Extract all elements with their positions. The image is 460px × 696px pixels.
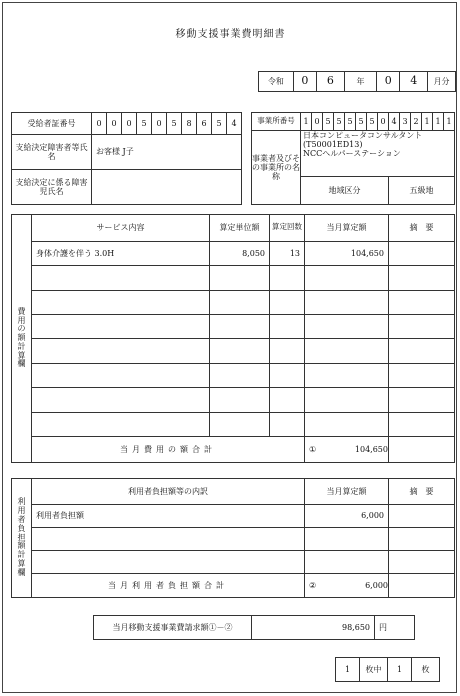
service-note	[389, 290, 455, 314]
service-amount	[305, 388, 389, 412]
office-digit: 1	[433, 113, 444, 131]
office-digit: 5	[323, 113, 334, 131]
month-digit: 0	[377, 72, 400, 92]
burden-row	[12, 551, 455, 574]
burden-side-label: 利 用 者 負 担 額 計 算 欄	[12, 479, 32, 598]
date-box	[258, 71, 456, 92]
office-digit: 1	[444, 113, 455, 131]
service-content	[32, 339, 210, 363]
office-digit: 2	[411, 113, 422, 131]
service-content	[32, 388, 210, 412]
region-label: 地域区分	[301, 177, 389, 205]
service-amount	[305, 314, 389, 338]
service-row	[12, 314, 455, 338]
service-note	[389, 388, 455, 412]
service-count	[270, 388, 305, 412]
service-count	[270, 290, 305, 314]
page-current: 1	[336, 658, 360, 682]
service-count	[270, 339, 305, 363]
service-count: 13	[270, 241, 305, 265]
office-digit: 0	[378, 113, 389, 131]
cert-digit: 5	[137, 113, 152, 135]
provider-name-label: 事業者及びその事業所の名称	[252, 131, 301, 205]
page-of-label: 枚中	[360, 658, 388, 682]
provider-name-value	[301, 131, 455, 177]
burden-content: 利用者負担額	[32, 505, 305, 528]
page-total: 1	[388, 658, 412, 682]
service-side-label: 費 用 の 額 計 算 欄	[12, 215, 32, 463]
service-unit	[210, 412, 270, 436]
service-row	[12, 266, 455, 290]
cert-digit: 0	[92, 113, 107, 135]
office-digit: 5	[367, 113, 378, 131]
total-mark: ①	[309, 445, 317, 455]
column-header: 当月算定額	[305, 215, 389, 242]
provider-line: NCCヘルパーステーション	[303, 149, 401, 159]
cert-digit: 4	[227, 113, 242, 135]
office-digit: 5	[334, 113, 345, 131]
service-row	[12, 412, 455, 436]
service-amount: 104,650	[305, 241, 389, 265]
month-label: 月分	[428, 72, 456, 92]
service-unit	[210, 388, 270, 412]
service-note	[389, 339, 455, 363]
office-digit: 0	[312, 113, 323, 131]
office-digit: 4	[389, 113, 400, 131]
burden-content	[32, 551, 305, 574]
service-total-cell	[305, 437, 389, 463]
statement-sheet	[2, 2, 457, 693]
person-name-value: お客様 J子	[92, 135, 242, 170]
provider-line: (T50001ED13)	[303, 140, 363, 150]
burden-amount	[305, 528, 389, 551]
column-header: 当月算定額	[305, 479, 389, 505]
service-count	[270, 266, 305, 290]
cert-digit: 8	[182, 113, 197, 135]
cert-digit: 5	[212, 113, 227, 135]
provider-line: 日本コンピュータコンサルタント	[303, 131, 423, 140]
burden-total-row	[12, 574, 455, 598]
service-content	[32, 314, 210, 338]
column-header: 算定単位額	[210, 215, 270, 242]
service-content: 身体介護を伴う 3.0H	[32, 241, 210, 265]
column-header: 利用者負担額等の内訳	[32, 479, 305, 505]
claim-label: 当月移動支援事業費請求額①－②	[94, 616, 252, 640]
office-digit: 5	[345, 113, 356, 131]
cert-digit: 0	[107, 113, 122, 135]
burden-row	[12, 528, 455, 551]
cert-digit: 6	[197, 113, 212, 135]
region-value: 五級地	[389, 177, 455, 205]
office-digit: 1	[301, 113, 312, 131]
burden-amount	[305, 551, 389, 574]
service-row	[12, 339, 455, 363]
claim-unit: 円	[375, 616, 415, 640]
office-number-label: 事業所番号	[252, 113, 301, 131]
service-note	[389, 241, 455, 265]
office-digit: 5	[356, 113, 367, 131]
service-unit	[210, 314, 270, 338]
service-content	[32, 266, 210, 290]
cert-digit: 0	[122, 113, 137, 135]
page-unit: 枚	[412, 658, 440, 682]
service-unit	[210, 266, 270, 290]
child-name-label: 支給決定に係る障害児氏名	[12, 170, 92, 205]
burden-content	[32, 528, 305, 551]
cert-digit: 5	[167, 113, 182, 135]
burden-table	[11, 478, 455, 598]
office-digit: 3	[400, 113, 411, 131]
service-row	[12, 290, 455, 314]
service-total-value: 104,650	[354, 445, 388, 455]
service-total-note	[389, 437, 455, 463]
burden-note	[389, 551, 455, 574]
service-cost-table	[11, 214, 455, 463]
service-amount	[305, 363, 389, 387]
service-unit: 8,050	[210, 241, 270, 265]
burden-amount: 6,000	[305, 505, 389, 528]
service-row	[12, 363, 455, 387]
service-row	[12, 388, 455, 412]
service-amount	[305, 412, 389, 436]
service-content	[32, 363, 210, 387]
cert-digit: 0	[152, 113, 167, 135]
service-note	[389, 266, 455, 290]
page-count-box	[335, 657, 440, 682]
total-mark: ②	[309, 580, 317, 590]
burden-total-note	[389, 574, 455, 598]
service-total-row	[12, 437, 455, 463]
burden-total-value: 6,000	[365, 580, 388, 590]
claim-box	[93, 615, 415, 640]
claim-value: 98,650	[252, 616, 375, 640]
service-row	[12, 241, 455, 265]
document-title: 移動支援事業費明細書	[175, 29, 286, 40]
child-name-value	[92, 170, 242, 205]
service-note	[389, 314, 455, 338]
burden-row	[12, 505, 455, 528]
burden-note	[389, 528, 455, 551]
service-count	[270, 412, 305, 436]
service-amount	[305, 266, 389, 290]
era-label: 令和	[259, 72, 294, 92]
column-header: 摘 要	[389, 215, 455, 242]
service-amount	[305, 339, 389, 363]
service-total-label: 当月費用の額合計	[32, 437, 305, 463]
person-name-label: 支給決定障害者等氏名	[12, 135, 92, 170]
cert-number-label: 受給者証番号	[12, 113, 92, 135]
service-unit	[210, 290, 270, 314]
burden-total-label: 当月利用者負担額合計	[32, 574, 305, 598]
service-count	[270, 363, 305, 387]
service-amount	[305, 290, 389, 314]
burden-total-cell	[305, 574, 389, 598]
column-header: 摘 要	[389, 479, 455, 505]
service-note	[389, 363, 455, 387]
column-header: サービス内容	[32, 215, 210, 242]
service-unit	[210, 363, 270, 387]
provider-box	[251, 112, 455, 205]
year-label: 年	[344, 72, 376, 92]
column-header: 算定回数	[270, 215, 305, 242]
burden-note	[389, 505, 455, 528]
year-digit: 0	[293, 72, 316, 92]
service-content	[32, 412, 210, 436]
service-count	[270, 314, 305, 338]
recipient-box	[11, 112, 242, 205]
service-unit	[210, 339, 270, 363]
year-digit: 6	[316, 72, 344, 92]
month-digit: 4	[400, 72, 428, 92]
service-content	[32, 290, 210, 314]
service-note	[389, 412, 455, 436]
office-digit: 1	[422, 113, 433, 131]
